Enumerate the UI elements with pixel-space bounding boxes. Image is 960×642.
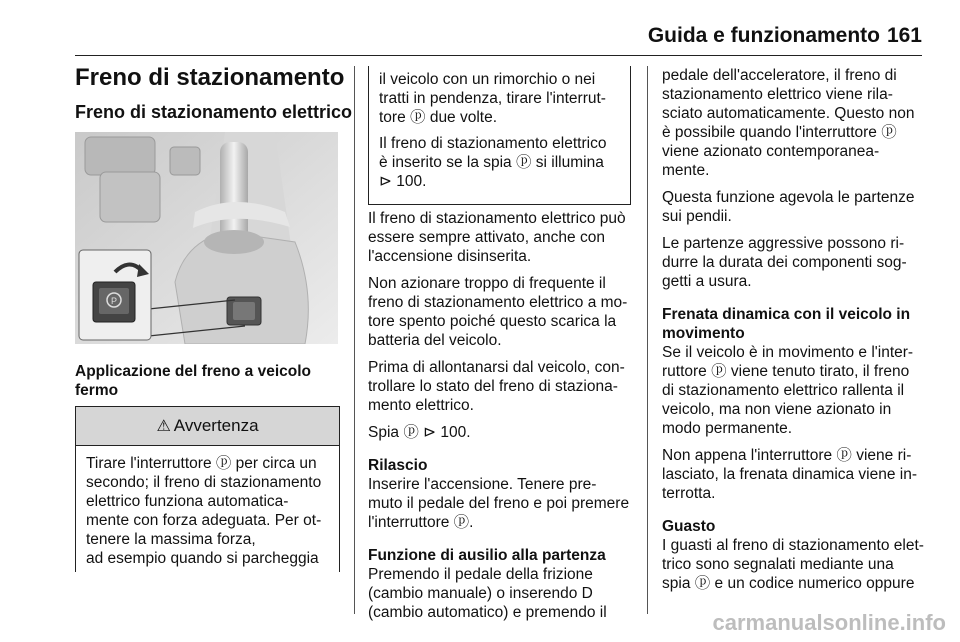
column-divider-2 xyxy=(647,66,648,614)
paragraph: Spia ⓟ ⊳ 100. xyxy=(368,424,471,441)
paragraph: Il freno di stazionamento elettrico può essere sempre attivato, anche con l'accensione disinserita. xyxy=(368,210,626,265)
paragraph: I guasti al freno di stazionamento elet- trico sono segnalati mediante una spia ⓟ e un codice numerico oppure xyxy=(662,537,924,592)
paragraph: Prima di allontanarsi dal veicolo, con- trollare lo stato del freno di staziona- mento elettrico. xyxy=(368,359,625,414)
paragraph: Le partenze aggressive possono ri- durre la durata dei componenti sog- getti a usura. xyxy=(662,235,907,290)
svg-text:P: P xyxy=(110,296,118,306)
warning-continued-note: Il freno di stazionamento elettrico è inserito se la spia ⓟ si illumina ⊳ 100. xyxy=(379,135,607,190)
warning-text: Tirare l'interruttore ⓟ per circa un secondo; il freno di stazionamento elettrico funziona automatica- mente con forza adeguata. Per ot- tenere la massima forza, ad esempio quando si parcheggia xyxy=(86,455,322,567)
paragraph: pedale dell'acceleratore, il freno di stazionamento elettrico viene rila- sciato automaticamente. Questo non è possibile quando l'interruttore ⓟ viene azionato contemporanea- mente. xyxy=(662,67,915,179)
heading-rilascio: Rilascio xyxy=(368,457,428,474)
section-subtitle: Freno di stazionamento elettrico xyxy=(75,102,353,122)
warning-header xyxy=(76,407,339,446)
paragraph: Premendo il pedale della frizione (cambio manuale) o inserendo D (cambio automatico) e premendo il xyxy=(368,566,607,621)
paragraph: Non appena l'interruttore ⓟ viene ri- lasciato, la frenata dinamica viene in- terrotta. xyxy=(662,447,918,502)
watermark: carmanualsonline.info xyxy=(712,610,946,635)
paragraph: Se il veicolo è in movimento e l'inter- ruttore ⓟ viene tenuto tirato, il freno di stazionamento elettrico rallenta il veicolo, ma non viene azionato in modo permanente. xyxy=(662,344,914,437)
heading-frenata-dinamica: Frenata dinamica con il veicolo in movimento xyxy=(662,306,911,342)
page-number: 161 xyxy=(886,24,922,47)
parking-brake-switch-illustration xyxy=(75,132,338,344)
warning-continued-text: il veicolo con un rimorchio o nei tratti in pendenza, tirare l'interrut- tore ⓟ due volte. xyxy=(379,71,606,126)
paragraph: Non azionare troppo di frequente il freno di stazionamento elettrico a mo- tore spento poiché questo scarica la batteria del veicolo. xyxy=(368,275,628,349)
warning-triangle-icon: ⚠ xyxy=(156,418,171,435)
header-rule xyxy=(75,55,922,56)
paragraph: Inserire l'accensione. Tenere pre- muto il pedale del freno e poi premere l'interruttore ⓟ. xyxy=(368,476,630,531)
warning-box xyxy=(75,406,340,572)
heading-guasto: Guasto xyxy=(662,518,716,535)
warning-box-continued xyxy=(368,66,631,205)
heading-ausilio-partenza: Funzione di ausilio alla partenza xyxy=(368,547,606,564)
section-title: Freno di stazionamento xyxy=(75,64,345,91)
column-divider-1 xyxy=(354,66,355,614)
running-header-section: Guida e funzionamento xyxy=(647,24,880,47)
warning-label: Avvertenza xyxy=(173,416,259,435)
paragraph: Questa funzione agevola le partenze sui pendii. xyxy=(662,189,915,225)
caption-heading: Applicazione del freno a veicolo fermo xyxy=(75,363,311,399)
